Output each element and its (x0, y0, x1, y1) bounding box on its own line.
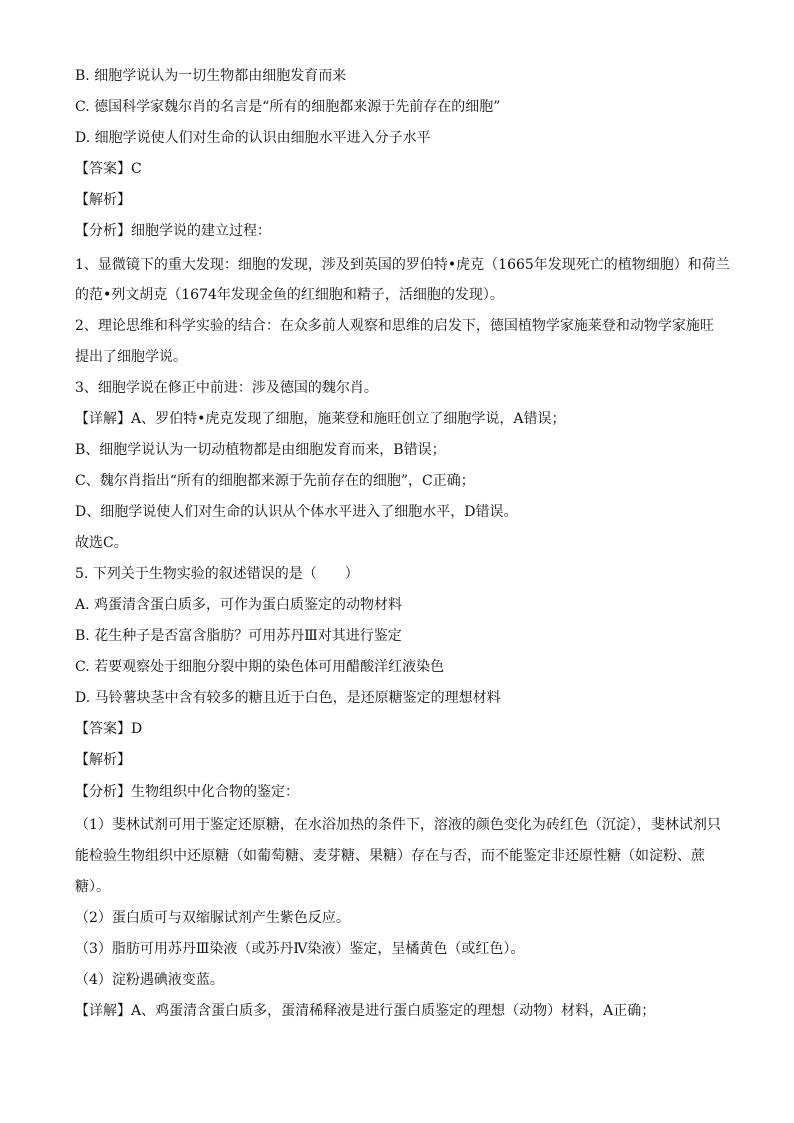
q5-analysis-line: 【分析】生物组织中化合物的鉴定： (75, 784, 299, 800)
question-5-stem: 5. 下列关于生物实验的叙述错误的是（ ） (75, 566, 359, 582)
q5-analysis-point-1-end: 糖）。 (75, 879, 110, 895)
q5-analysis-point-2: （2）蛋白质可与双缩脲试剂产生紫色反应。 (75, 910, 350, 926)
analysis-line: 【分析】细胞学说的建立过程： (75, 223, 271, 239)
detail-line-d: D、细胞学说使人们对生命的认识从个体水平进入了细胞水平，D错误。 (75, 504, 518, 520)
detail-line-b: B、细胞学说认为一切动植物都是由细胞发育而来，B错误； (75, 442, 446, 458)
q5-detail-line-a: 【详解】A、鸡蛋清含蛋白质多，蛋清稀释液是进行蛋白质鉴定的理想（动物）材料，A正确； (75, 1003, 656, 1019)
q5-analysis-point-1-cont: 能检验生物组织中还原糖（如葡萄糖、麦芽糖、果糖）存在与否，而不能鉴定非还原性糖（如淀粉、蔗 (75, 848, 705, 864)
analysis-point-3: 3、细胞学说在修正中前进：涉及德国的魏尔肖。 (75, 380, 378, 396)
q5-analysis-point-4: （4）淀粉遇碘液变蓝。 (75, 972, 224, 988)
answer-line: 【答案】C (75, 161, 142, 177)
q5-analysis-point-1: （1）斐林试剂可用于鉴定还原糖，在水浴加热的条件下，溶液的颜色变化为砖红色（沉淀），斐林试剂只 (75, 817, 721, 833)
analysis-point-1-cont: 的范•列文胡克（1674年发现金鱼的红细胞和精子，活细胞的发现）。 (75, 287, 504, 303)
option-c-line: C. 德国科学家魏尔肖的名言是“所有的细胞都来源于先前存在的细胞” (75, 99, 501, 115)
q5-option-a: A. 鸡蛋清含蛋白质多，可作为蛋白质鉴定的动物材料 (75, 597, 403, 613)
analysis-point-2-cont: 提出了细胞学说。 (75, 349, 187, 365)
q5-option-b: B. 花生种子是否富含脂肪？可用苏丹Ⅲ对其进行鉴定 (75, 628, 402, 644)
analysis-point-1: 1、显微镜下的重大发现：细胞的发现，涉及到英国的罗伯特•虎克（1665年发现死亡的植物细胞）和荷兰 (75, 257, 730, 273)
q5-analysis-point-3: （3）脂肪可用苏丹Ⅲ染液（或苏丹Ⅳ染液）鉴定，呈橘黄色（或红色）。 (75, 941, 525, 957)
analysis-point-2: 2、理论思维和科学实验的结合：在众多前人观察和思维的启发下，德国植物学家施莱登和动物学家施旺 (75, 318, 714, 334)
q5-option-c: C. 若要观察处于细胞分裂中期的染色体可用醋酸洋红液染色 (75, 659, 445, 675)
option-b-line: B. 细胞学说认为一切生物都由细胞发育而来 (75, 68, 347, 84)
q5-explanation-heading: 【解析】 (75, 752, 131, 768)
explanation-heading: 【解析】 (75, 192, 131, 208)
detail-line-c: C、魏尔肖指出“所有的细胞都来源于先前存在的细胞”，C正确； (75, 473, 475, 489)
conclusion-line: 故选C。 (75, 535, 128, 551)
q5-option-d: D. 马铃薯块茎中含有较多的糖且近于白色，是还原糖鉴定的理想材料 (75, 690, 501, 706)
q5-answer-line: 【答案】D (75, 721, 143, 737)
option-d-line: D. 细胞学说使人们对生命的认识由细胞水平进入分子水平 (75, 130, 431, 146)
detail-line-a: 【详解】A、罗伯特•虎克发现了细胞，施莱登和施旺创立了细胞学说，A错误； (75, 411, 566, 427)
